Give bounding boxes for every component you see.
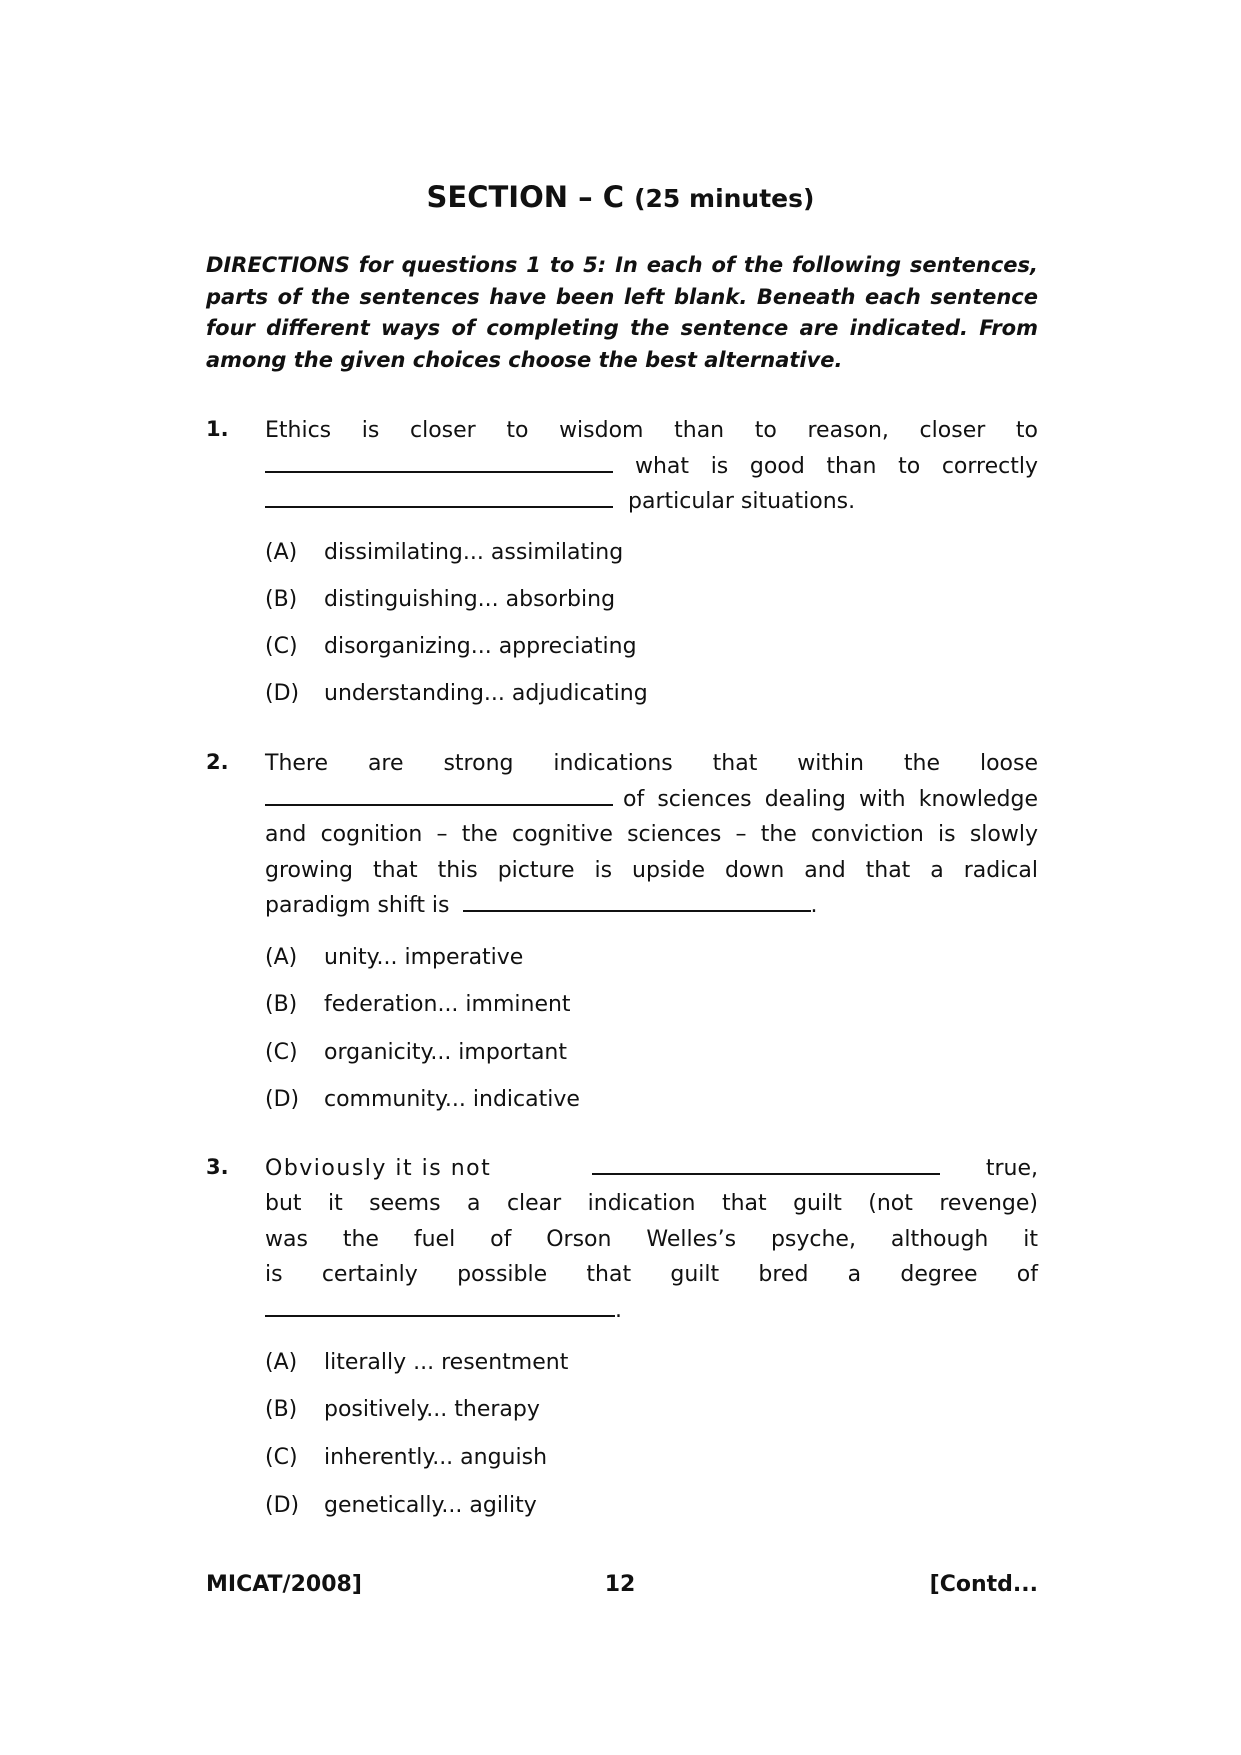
section-label: SECTION – C <box>426 180 624 214</box>
question-1-line-3-text: particular situations. <box>628 489 856 514</box>
question-3-line-4: is certainly possible that guilt bred a degree of <box>265 1262 1038 1287</box>
section-duration: (25 minutes) <box>634 184 815 213</box>
question-3-line-5-end: . <box>615 1298 622 1323</box>
question-3-option-a: (A) literally ... resentment <box>265 1350 569 1375</box>
answer-blank <box>265 782 613 806</box>
answer-blank <box>592 1151 940 1175</box>
question-3-option-b: (B) positively... therapy <box>265 1397 540 1422</box>
question-2-line-4: growing that this picture is upside down and that a radical <box>265 858 1038 883</box>
question-2-option-b: (B) federation... imminent <box>265 992 571 1017</box>
question-2-line-5-end: . <box>810 893 818 918</box>
question-1-option-c: (C) disorganizing... appreciating <box>265 634 637 659</box>
question-1-line-3 <box>265 484 1038 520</box>
answer-blank <box>265 449 613 473</box>
question-1-option-a: (A) dissimilating... assimilating <box>265 540 624 565</box>
question-1-line-2 <box>265 449 1038 485</box>
question-2-option-a: (A) unity... imperative <box>265 945 524 970</box>
question-3-line-1-end: true, <box>985 1156 1038 1181</box>
question-2-line-1: There are strong indications that within the loose <box>265 751 1038 776</box>
question-3-line-5 <box>265 1293 1038 1329</box>
question-2-number: 2. <box>206 750 229 774</box>
question-2-line-2 <box>265 782 1038 818</box>
question-3-line-1 <box>265 1151 1038 1187</box>
question-2-line-3: and cognition – the cognitive sciences – the conviction is slowly <box>265 822 1038 847</box>
question-3-option-c: (C) inherently... anguish <box>265 1445 548 1470</box>
question-3-line-1-text: Obviously it is not <box>265 1156 492 1181</box>
answer-blank <box>265 484 613 508</box>
question-2-option-d: (D) community... indicative <box>265 1087 580 1112</box>
footer-continued: [Contd... <box>929 1572 1038 1597</box>
question-1-number: 1. <box>206 417 229 441</box>
section-title <box>0 180 1241 214</box>
footer-exam-code: MICAT/2008] <box>206 1572 362 1597</box>
question-3-option-d: (D) genetically... agility <box>265 1493 537 1518</box>
question-1-option-d: (D) understanding... adjudicating <box>265 681 648 706</box>
question-1-line-1: Ethics is closer to wisdom than to reason, closer to <box>265 418 1038 443</box>
question-3-line-2: but it seems a clear indication that guilt (not revenge) <box>265 1191 1038 1216</box>
question-1-option-b: (B) distinguishing... absorbing <box>265 587 616 612</box>
directions-text: DIRECTIONS for questions 1 to 5: In each of the following sentences, parts of the sentences have been left blank. Beneath each sentence four different ways of completing the sentence are indicated. From among the given choices choose the best alternative. <box>206 253 1038 372</box>
answer-blank <box>265 1293 615 1317</box>
question-2-option-c: (C) organicity... important <box>265 1040 567 1065</box>
question-2-line-5 <box>265 888 1038 924</box>
question-2-line-5-text: paradigm shift is <box>265 893 450 918</box>
question-1-line-2-text: what is good than to correctly <box>635 454 1038 479</box>
footer-page-number: 12 <box>604 1572 636 1597</box>
answer-blank <box>463 888 811 912</box>
question-3-number: 3. <box>206 1155 229 1179</box>
question-3-line-3: was the fuel of Orson Welles’s psyche, although it <box>265 1227 1038 1252</box>
question-2-line-2-text: of sciences dealing with knowledge <box>623 787 1038 812</box>
